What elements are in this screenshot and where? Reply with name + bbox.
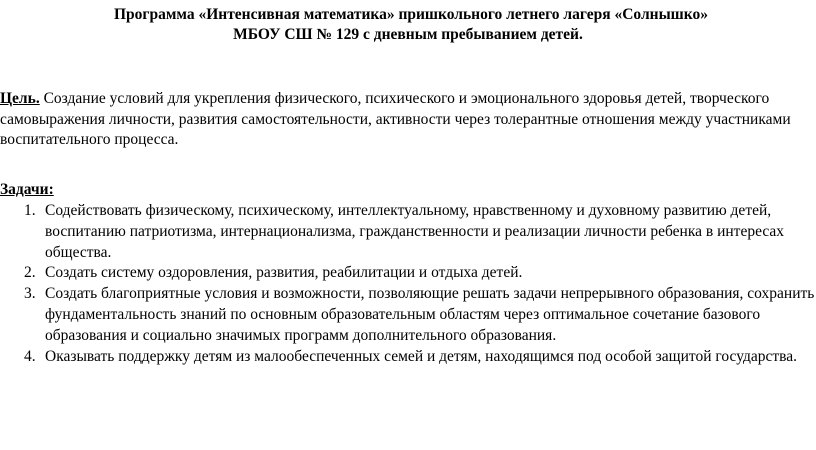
tasks-list	[0, 201, 816, 367]
goal-text: Создание условий для укрепления физического, психического и эмоционального здоровья детей, творческого самовыражения личности, развития самостоятельности, активности через толерантные отношения между участниками воспитательного процесса.	[0, 90, 791, 148]
list-item	[0, 347, 816, 368]
goal-label: Цель.	[0, 90, 40, 107]
list-item-text: Содействовать физическому, психическому, интеллектуальному, нравственному и духовному развитию детей, воспитанию патриотизма, интернационализма, гражданственности и реализации личности ребенка в интересах общества.	[45, 202, 785, 261]
list-item	[0, 201, 816, 263]
tasks-label: Задачи:	[0, 181, 54, 198]
program-title: Программа «Интенсивная математика» пришкольного летнего лагеря «Солнышко»	[113, 6, 708, 23]
list-item-number: 2.	[24, 264, 36, 282]
list-item	[0, 263, 816, 284]
list-item-number: 4.	[24, 347, 36, 365]
list-item	[0, 284, 816, 346]
tasks-heading	[0, 180, 54, 200]
list-item-text: Оказывать поддержку детям из малообеспеченных семей и детям, находящимся под особой защитой государства.	[45, 347, 797, 365]
list-item-text: Создать систему оздоровления, развития, реабилитации и отдыха детей.	[45, 264, 523, 282]
goal-paragraph	[0, 89, 812, 151]
list-item-number: 1.	[24, 202, 36, 219]
list-item-number: 3.	[24, 285, 36, 303]
school-subtitle: МБОУ СШ № 129 с дневным пребыванием детей.	[233, 26, 583, 43]
document-header	[0, 5, 816, 45]
list-item-text: Создать благоприятные условия и возможности, позволяющие решать задачи непрерывного образования, сохранить фундаментальность знаний по основным образовательным областям через оптимальное сочетание базового образования и социально значимых программ дополнительного образования.	[45, 285, 815, 344]
